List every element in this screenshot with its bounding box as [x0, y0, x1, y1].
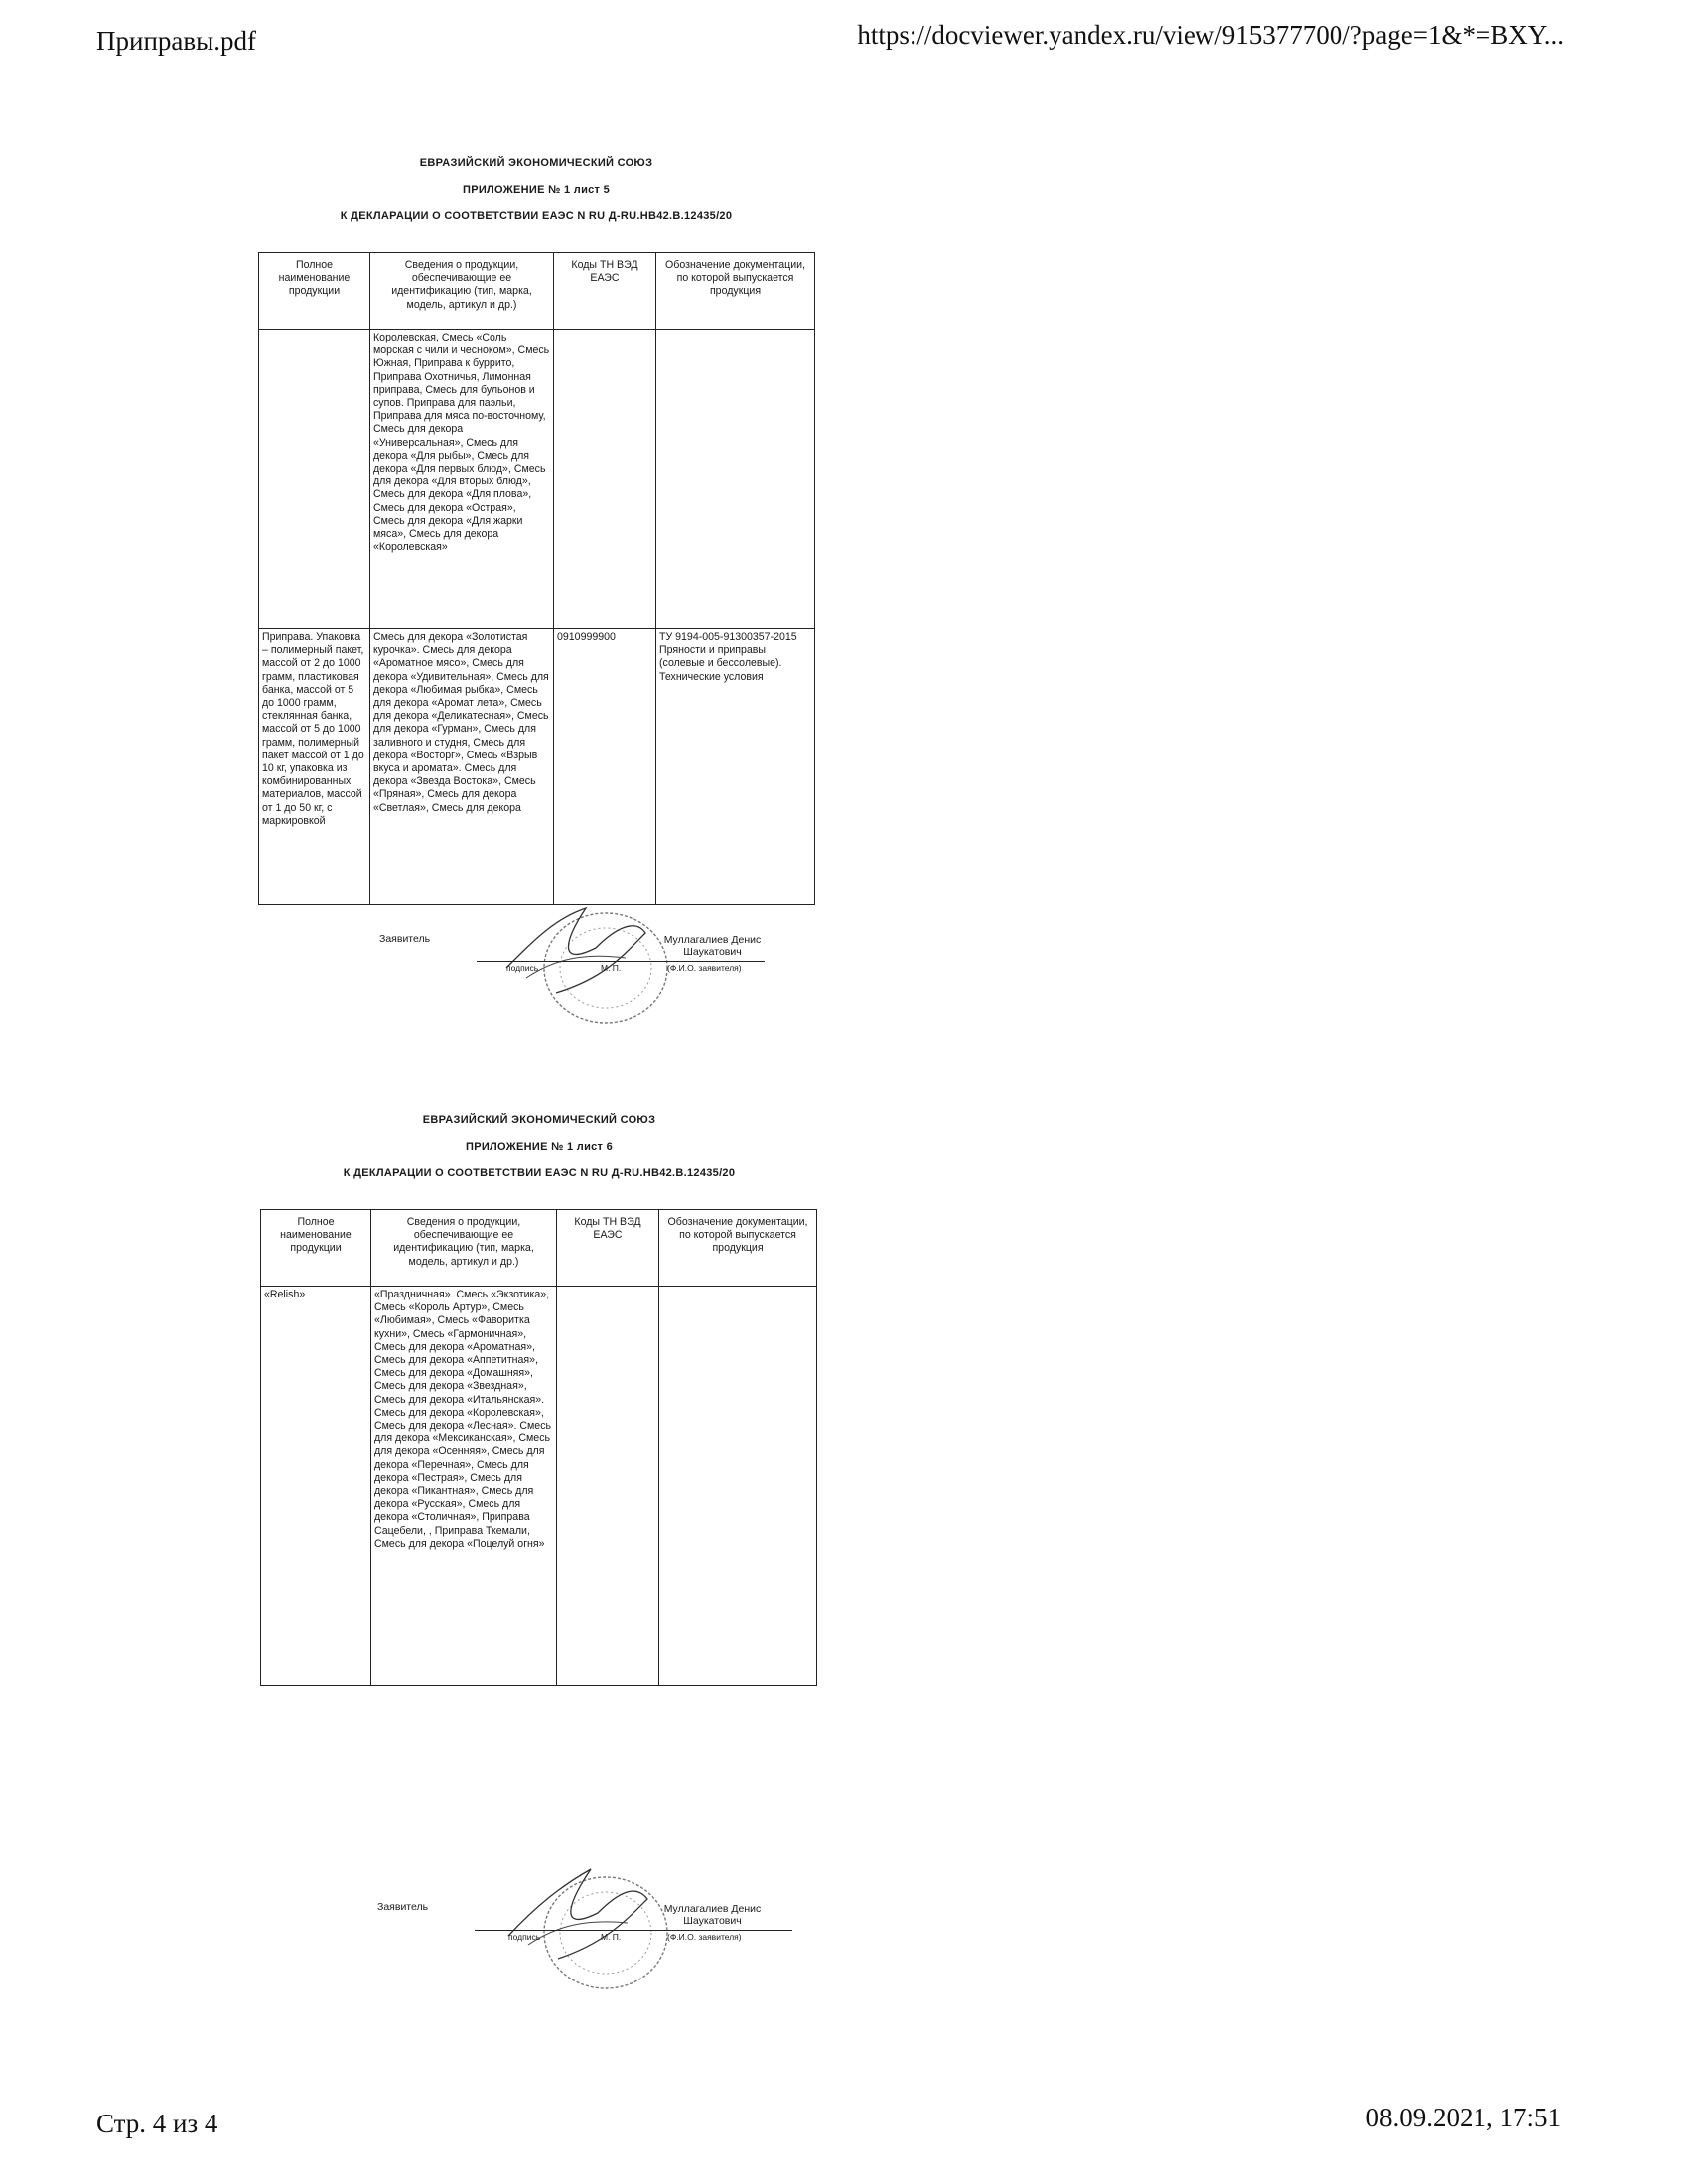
- cell-tn-ved-code: 0910999900: [554, 629, 656, 905]
- header-product-info: Сведения о продукции, обеспечивающие ее идентификацию (тип, марка, модель, артикул и др.): [370, 253, 554, 330]
- union-title: ЕВРАЗИЙСКИЙ ЭКОНОМИЧЕСКИЙ СОЮЗ: [422, 1114, 656, 1126]
- caption-signature: подпись: [506, 963, 539, 973]
- cell-product-name: [259, 330, 370, 629]
- header-tn-ved-code: Коды ТН ВЭД ЕАЭС: [554, 253, 656, 330]
- signature-line: [477, 961, 765, 962]
- print-header-title: Приправы.pdf: [96, 26, 257, 56]
- applicant-label: Заявитель: [379, 933, 431, 945]
- cell-product-name: Приправа. Упаковка – полимерный пакет, массой от 2 до 1000 грамм, пластиковая банка, массой от 5 до 1000 грамм, стеклянная банка, массой от 5 до 1000 грамм, полимерный пакет массой от 1 до 10 кг, упаковка из комбинированных материалов, массой от 1 до 50 кг, с маркировкой: [259, 629, 370, 905]
- table-row: [259, 629, 815, 905]
- header-product-name: Полное наименование продукции: [261, 1210, 371, 1287]
- appendix-title: ПРИЛОЖЕНИЕ № 1 лист 6: [465, 1141, 614, 1153]
- table-row: [261, 1287, 817, 1686]
- applicant-name: Муллагалиев Денис Шаукатович: [663, 934, 762, 958]
- cell-product-info: Королевская, Смесь «Соль морская с чили и чесноком», Смесь Южная, Приправа к буррито, Приправа Охотничья, Лимонная приправа, Смесь для бульонов и супов. Приправа для паэльи, Приправа для мяса по-восточному, Смесь для декора «Универсальная», Смесь для декора «Для рыбы», Смесь для декора «Для первых блюд», Смесь для декора «Для вторых блюд», Смесь для декора «Для плова», Смесь для декора «Острая», Смесь для декора «Для жарки мяса», Смесь для декора «Королевская»: [370, 330, 554, 629]
- header-product-info: Сведения о продукции, обеспечивающие ее идентификацию (тип, марка, модель, артикул и др.): [371, 1210, 557, 1287]
- header-product-name: Полное наименование продукции: [259, 253, 370, 330]
- signature-line: [475, 1930, 792, 1931]
- cell-documentation: ТУ 9194-005-91300357-2015 Пряности и приправы (солевые и бессолевые). Технические условия: [656, 629, 815, 905]
- cell-tn-ved-code: [554, 330, 656, 629]
- caption-signature: подпись: [508, 1932, 541, 1942]
- cell-documentation: [659, 1287, 817, 1686]
- header-documentation: Обозначение документации, по которой выпускается продукция: [659, 1210, 817, 1287]
- cell-product-name: «Relish»: [261, 1287, 371, 1686]
- print-header-url[interactable]: https://docviewer.yandex.ru/view/915377700/?page=1&*=BXY...: [857, 20, 1564, 50]
- print-footer-datetime: 08.09.2021, 17:51: [1365, 2103, 1561, 2132]
- applicant-label: Заявитель: [377, 1901, 429, 1913]
- declaration-title: К ДЕКЛАРАЦИИ О СООТВЕТСТВИИ ЕАЭС N RU Д-RU.НВ42.В.12435/20: [340, 210, 733, 222]
- caption-applicant-fio: (Ф.И.О. заявителя): [667, 1932, 742, 1942]
- caption-applicant-fio: (Ф.И.О. заявителя): [667, 963, 742, 973]
- table-row: [259, 330, 815, 629]
- union-title: ЕВРАЗИЙСКИЙ ЭКОНОМИЧЕСКИЙ СОЮЗ: [419, 157, 653, 169]
- applicant-name: Муллагалиев Денис Шаукатович: [663, 1903, 762, 1927]
- products-table: [258, 252, 815, 905]
- cell-documentation: [656, 330, 815, 629]
- appendix-title: ПРИЛОЖЕНИЕ № 1 лист 5: [462, 184, 611, 196]
- products-table: [260, 1209, 817, 1686]
- header-documentation: Обозначение документации, по которой выпускается продукция: [656, 253, 815, 330]
- cell-product-info: Смесь для декора «Золотистая курочка». Смесь для декора «Ароматное мясо», Смесь для декора «Удивительная», Смесь для декора «Любимая рыбка», Смесь для декора «Аромат лета», Смесь для декора «Деликатесная», Смесь для декора «Гурман», Смесь для заливного и студня, Смесь для декора «Восторг», Смесь «Взрыв вкуса и аромата». Смесь для декора «Звезда Востока», Смесь «Пряная», Смесь для декора «Светлая», Смесь для декора: [370, 629, 554, 905]
- cell-tn-ved-code: [557, 1287, 659, 1686]
- print-footer-page: Стр. 4 из 4: [96, 2109, 218, 2138]
- table-header-row: [261, 1210, 817, 1287]
- declaration-title: К ДЕКЛАРАЦИИ О СООТВЕТСТВИИ ЕАЭС N RU Д-RU.НВ42.В.12435/20: [343, 1167, 736, 1179]
- caption-stamp-place: М. П.: [601, 963, 622, 973]
- header-tn-ved-code: Коды ТН ВЭД ЕАЭС: [557, 1210, 659, 1287]
- caption-stamp-place: М. П.: [601, 1932, 622, 1942]
- table-header-row: [259, 253, 815, 330]
- cell-product-info: «Праздничная». Смесь «Экзотика», Смесь «Король Артур», Смесь «Любимая», Смесь «Фаворитка кухни», Смесь «Гармоничная», Смесь для декора «Ароматная», Смесь для декора «Аппетитная», Смесь для декора «Домашняя», Смесь для декора «Звездная», Смесь для декора «Итальянская». Смесь для декора «Королевская», Смесь для декора «Лесная». Смесь для декора «Мексиканская», Смесь для декора «Осенняя», Смесь для декора «Перечная», Смесь для декора «Пестрая», Смесь для декора «Пикантная», Смесь для декора «Русская», Смесь для декора «Столичная», Приправа Сацебели, , Приправа Ткемали, Смесь для декора «Поцелуй огня»: [371, 1287, 557, 1686]
